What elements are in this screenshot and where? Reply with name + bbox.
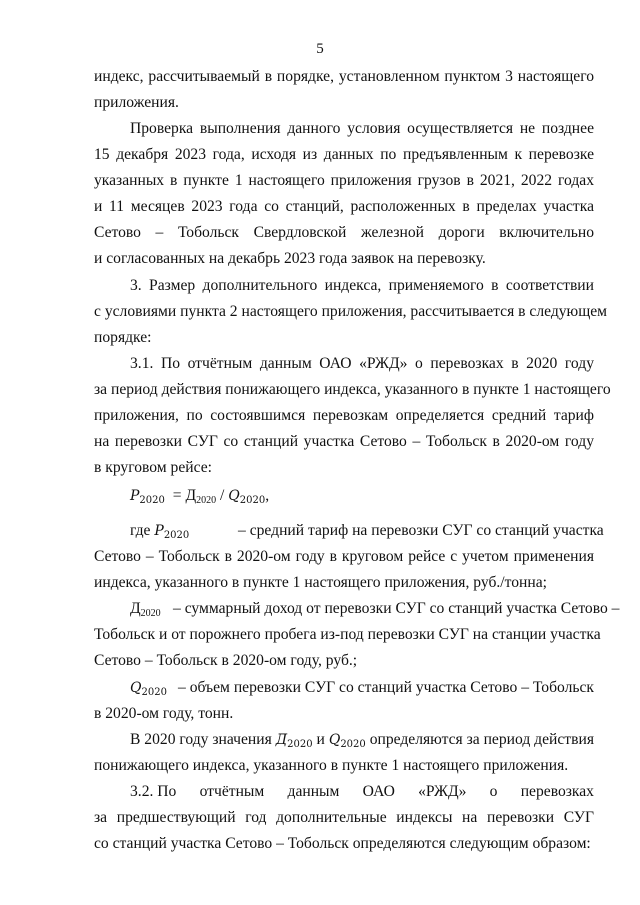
text-line: В 2020 году значения Д2020 и Q2020 определяются за период действия: [130, 731, 594, 750]
text-line: 15 декабря 2023 года, исходя из данных по предъявленным к перевозке: [94, 146, 594, 163]
text-line: индекса, указанного в пункте 1 настоящего приложения, руб./тонна;: [94, 574, 547, 591]
text-line: и 11 месяцев 2023 года со станций, расположенных в пределах участка: [94, 198, 594, 215]
text-line: Сетово – Тобольск в 2020-ом году, руб.;: [94, 652, 358, 669]
text-line: в 2020-ом году, тонн.: [94, 705, 234, 722]
page-number: 5: [316, 41, 324, 57]
text-line: в круговом рейсе:: [94, 459, 212, 476]
text-line: указанных в пункте 1 настоящего приложения грузов в 2021, 2022 годах: [94, 172, 594, 189]
text-line: Q2020: [130, 680, 167, 698]
text-line: – средний тариф на перевозки СУГ со станций участка: [238, 522, 604, 539]
text-line: порядке:: [94, 329, 152, 346]
text-line: со станций участка Сетово – Тобольск определяются следующим образом:: [94, 835, 591, 852]
text-line: приложения, по состоявшимся перевозкам определяется средний тариф: [94, 407, 594, 424]
text-line: за период действия понижающего индекса, указанного в пункте 1 настоящего: [94, 381, 611, 398]
text-line: где P2020: [130, 522, 190, 541]
text-line: Проверка выполнения данного условия осуществляется не позднее: [130, 120, 594, 137]
text-line: 3. Размер дополнительного индекса, применяемого в соответствии: [130, 277, 594, 294]
text-line: 3.1. По отчётным данным ОАО «РЖД» о перевозках в 2020 году: [130, 355, 594, 372]
text-line: 3.2. По отчётным данным ОАО «РЖД» о перевозках: [130, 783, 594, 800]
text-line: Сетово – Тобольск в 2020-ом году в круговом рейсе с учетом применения: [94, 548, 594, 565]
text-line: Д2020: [130, 600, 161, 619]
text-line: и согласованных на декабрь 2023 года заявок на перевозку.: [94, 250, 486, 267]
text-line: на перевозки СУГ со станций участка Сетово – Тобольск в 2020-ом году: [94, 433, 594, 450]
formula-line: P2020 = Д2020 / Q2020,: [130, 487, 270, 506]
text-line: – объем перевозки СУГ со станций участка Сетово – Тобольск: [178, 679, 594, 696]
text-line: с условиями пункта 2 настоящего приложения, рассчитывается в следующем: [94, 303, 607, 320]
text-line: Тобольск и от порожнего пробега из-под перевозки СУГ на станции участка: [94, 626, 601, 643]
text-line: – суммарный доход от перевозки СУГ со станций участка Сетово –: [173, 600, 620, 617]
text-line: понижающего индекса, указанного в пункте 1 настоящего приложения.: [94, 757, 569, 774]
text-line: за предшествующий год дополнительные индексы на перевозки СУГ: [94, 809, 594, 826]
text-line: приложения.: [94, 94, 179, 111]
text-line: индекс, рассчитываемый в порядке, установленном пунктом 3 настоящего: [94, 68, 594, 85]
text-line: Сетово – Тобольск Свердловской железной дороги включительно: [94, 224, 594, 241]
